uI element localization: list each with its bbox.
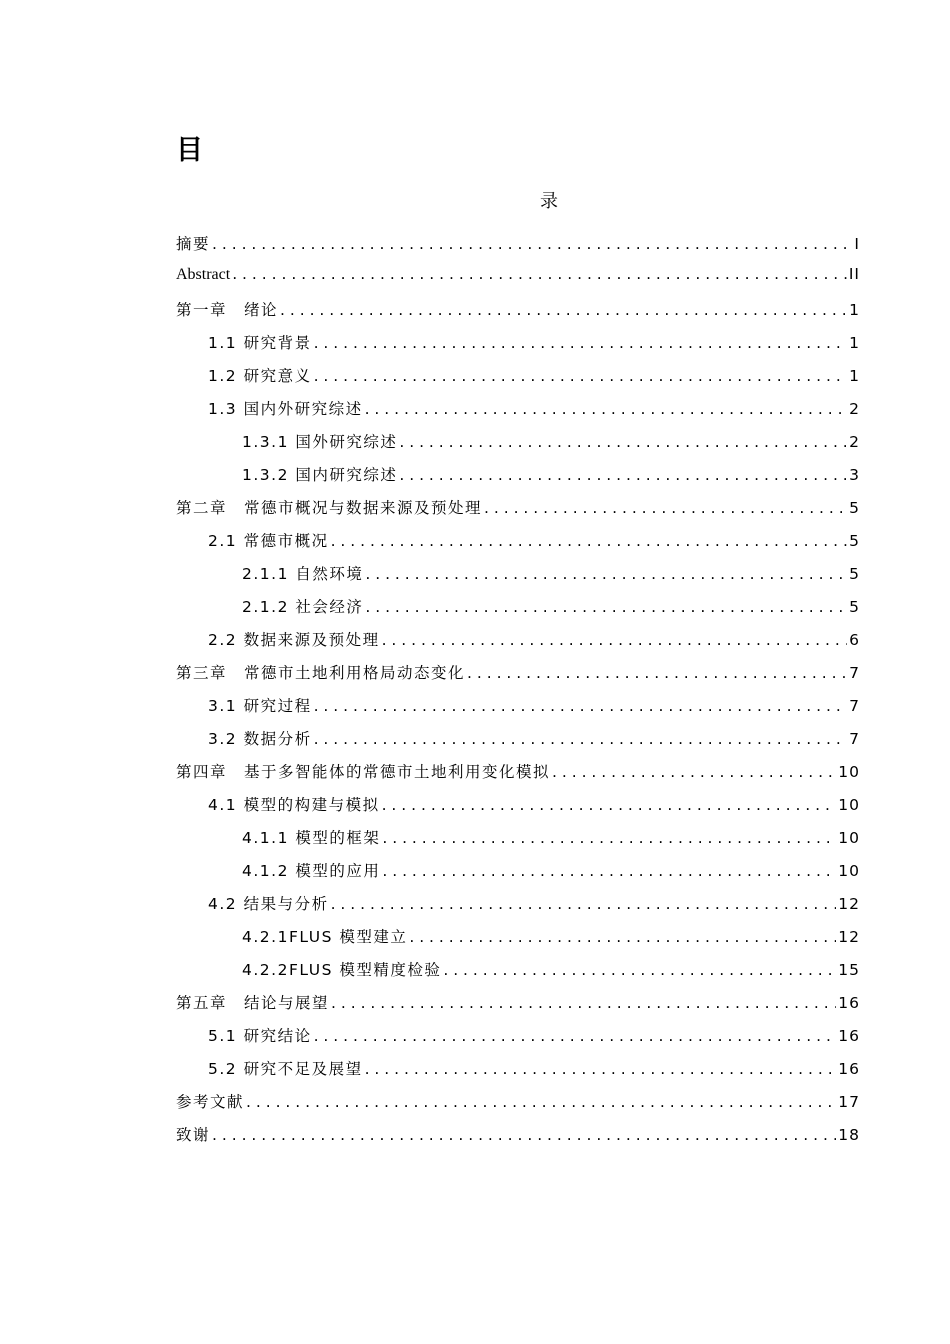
toc-subtitle: 录 xyxy=(540,191,558,212)
toc-entry[interactable] xyxy=(176,397,860,430)
toc-entry-page-number: 5 xyxy=(849,499,860,517)
toc-entry-label: 3.1 研究过程 xyxy=(208,697,312,715)
toc-entry-page-number: 2 xyxy=(849,400,860,418)
toc-entry-label: 5.2 研究不足及展望 xyxy=(208,1060,363,1078)
toc-entry-page-number: 5 xyxy=(849,598,860,616)
table-of-contents xyxy=(176,232,860,1156)
toc-entry-page-number: 18 xyxy=(838,1126,860,1144)
toc-entry[interactable] xyxy=(176,496,860,529)
toc-leader-dots xyxy=(280,301,847,319)
toc-entry-page-number: 16 xyxy=(838,994,860,1012)
toc-entry[interactable] xyxy=(176,529,860,562)
toc-entry-page-number: I xyxy=(854,235,860,253)
toc-entry-label: 4.2 结果与分析 xyxy=(208,895,329,913)
toc-entry-label: 2.2 数据来源及预处理 xyxy=(208,631,380,649)
toc-leader-dots xyxy=(467,664,847,682)
toc-entry-label: 4.2.2FLUS 模型精度检验 xyxy=(242,961,442,979)
toc-entry-label: 第三章 常德市土地利用格局动态变化 xyxy=(176,664,466,682)
toc-entry-label: 1.3.2 国内研究综述 xyxy=(242,466,398,484)
toc-leader-dots xyxy=(382,631,848,649)
toc-entry-page-number: 10 xyxy=(838,862,860,880)
toc-leader-dots xyxy=(314,367,848,385)
toc-entry-page-number: 16 xyxy=(838,1060,860,1078)
toc-entry-label: 4.1.1 模型的框架 xyxy=(242,829,381,847)
toc-entry[interactable] xyxy=(176,298,860,331)
toc-entry[interactable] xyxy=(176,1090,860,1123)
toc-entry-label: 1.2 研究意义 xyxy=(208,367,312,385)
toc-leader-dots xyxy=(314,697,848,715)
toc-leader-dots xyxy=(382,862,836,880)
toc-entry[interactable] xyxy=(176,925,860,958)
toc-leader-dots xyxy=(365,1060,837,1078)
toc-leader-dots xyxy=(331,994,836,1012)
toc-entry-page-number: 1 xyxy=(849,334,860,352)
toc-leader-dots xyxy=(399,433,847,451)
toc-entry-label: 摘要 xyxy=(176,235,211,253)
toc-entry-page-number: 1 xyxy=(849,301,860,319)
toc-leader-dots xyxy=(246,1093,836,1111)
toc-leader-dots xyxy=(552,763,836,781)
toc-leader-dots xyxy=(212,1126,836,1144)
toc-entry[interactable] xyxy=(176,1123,860,1156)
toc-entry-label: 4.2.1FLUS 模型建立 xyxy=(242,928,408,946)
toc-leader-dots xyxy=(314,1027,837,1045)
toc-leader-dots xyxy=(365,598,847,616)
toc-entry[interactable] xyxy=(176,760,860,793)
toc-entry-page-number: 5 xyxy=(849,532,860,550)
toc-leader-dots xyxy=(314,730,848,748)
toc-entry-page-number: 10 xyxy=(838,763,860,781)
toc-entry-page-number: 10 xyxy=(838,796,860,814)
toc-entry[interactable] xyxy=(176,331,860,364)
toc-entry[interactable] xyxy=(176,859,860,892)
toc-entry-label: 2.1 常德市概况 xyxy=(208,532,329,550)
toc-entry-label: 第五章 结论与展望 xyxy=(176,994,330,1012)
toc-entry-label: 参考文献 xyxy=(176,1093,245,1111)
toc-entry-page-number: 12 xyxy=(838,895,860,913)
toc-entry-page-number: 7 xyxy=(849,697,860,715)
toc-entry-page-number: II xyxy=(848,265,860,283)
toc-entry-label: Abstract xyxy=(176,266,231,283)
toc-entry[interactable] xyxy=(176,793,860,826)
toc-entry-page-number: 3 xyxy=(849,466,860,484)
toc-leader-dots xyxy=(232,265,847,283)
toc-entry[interactable] xyxy=(176,694,860,727)
toc-entry[interactable] xyxy=(176,1024,860,1057)
toc-entry-label: 2.1.2 社会经济 xyxy=(242,598,364,616)
toc-leader-dots xyxy=(382,829,836,847)
toc-leader-dots xyxy=(409,928,836,946)
toc-title: 目 xyxy=(176,135,203,166)
toc-entry[interactable] xyxy=(176,232,860,265)
toc-entry-page-number: 7 xyxy=(849,730,860,748)
toc-leader-dots xyxy=(399,466,847,484)
toc-entry-label: 3.2 数据分析 xyxy=(208,730,312,748)
toc-entry[interactable] xyxy=(176,562,860,595)
toc-leader-dots xyxy=(382,796,837,814)
toc-entry[interactable] xyxy=(176,595,860,628)
toc-entry-page-number: 10 xyxy=(838,829,860,847)
toc-entry-page-number: 17 xyxy=(838,1093,860,1111)
toc-entry-page-number: 5 xyxy=(849,565,860,583)
toc-entry-label: 4.1.2 模型的应用 xyxy=(242,862,381,880)
toc-entry-label: 致谢 xyxy=(176,1126,211,1144)
toc-leader-dots xyxy=(365,400,848,418)
toc-entry-label: 4.1 模型的构建与模拟 xyxy=(208,796,380,814)
toc-entry-page-number: 6 xyxy=(849,631,860,649)
toc-entry-label: 1.3.1 国外研究综述 xyxy=(242,433,398,451)
toc-leader-dots xyxy=(331,895,837,913)
toc-entry-label: 1.1 研究背景 xyxy=(208,334,312,352)
toc-leader-dots xyxy=(331,532,848,550)
toc-entry[interactable] xyxy=(176,661,860,694)
toc-entry[interactable] xyxy=(176,463,860,496)
toc-entry-label: 5.1 研究结论 xyxy=(208,1027,312,1045)
toc-entry-label: 第二章 常德市概况与数据来源及预处理 xyxy=(176,499,483,517)
toc-entry[interactable] xyxy=(176,958,860,991)
toc-entry[interactable] xyxy=(176,826,860,859)
toc-entry-page-number: 16 xyxy=(838,1027,860,1045)
toc-leader-dots xyxy=(484,499,847,517)
toc-leader-dots xyxy=(443,961,836,979)
toc-entry-label: 第一章 绪论 xyxy=(176,301,279,319)
toc-entry-label: 1.3 国内外研究综述 xyxy=(208,400,363,418)
toc-entry-label: 第四章 基于多智能体的常德市土地利用变化模拟 xyxy=(176,763,551,781)
toc-leader-dots xyxy=(365,565,847,583)
toc-entry[interactable] xyxy=(176,727,860,760)
toc-entry-page-number: 15 xyxy=(838,961,860,979)
toc-entry[interactable] xyxy=(176,430,860,463)
toc-entry-page-number: 1 xyxy=(849,367,860,385)
toc-entry-page-number: 2 xyxy=(849,433,860,451)
toc-entry[interactable] xyxy=(176,892,860,925)
toc-entry[interactable] xyxy=(176,991,860,1024)
toc-entry[interactable] xyxy=(176,265,860,298)
toc-entry-page-number: 7 xyxy=(849,664,860,682)
toc-entry-page-number: 12 xyxy=(838,928,860,946)
toc-entry[interactable] xyxy=(176,364,860,397)
toc-leader-dots xyxy=(314,334,848,352)
toc-entry[interactable] xyxy=(176,628,860,661)
toc-leader-dots xyxy=(212,235,852,253)
toc-entry[interactable] xyxy=(176,1057,860,1090)
toc-entry-label: 2.1.1 自然环境 xyxy=(242,565,364,583)
